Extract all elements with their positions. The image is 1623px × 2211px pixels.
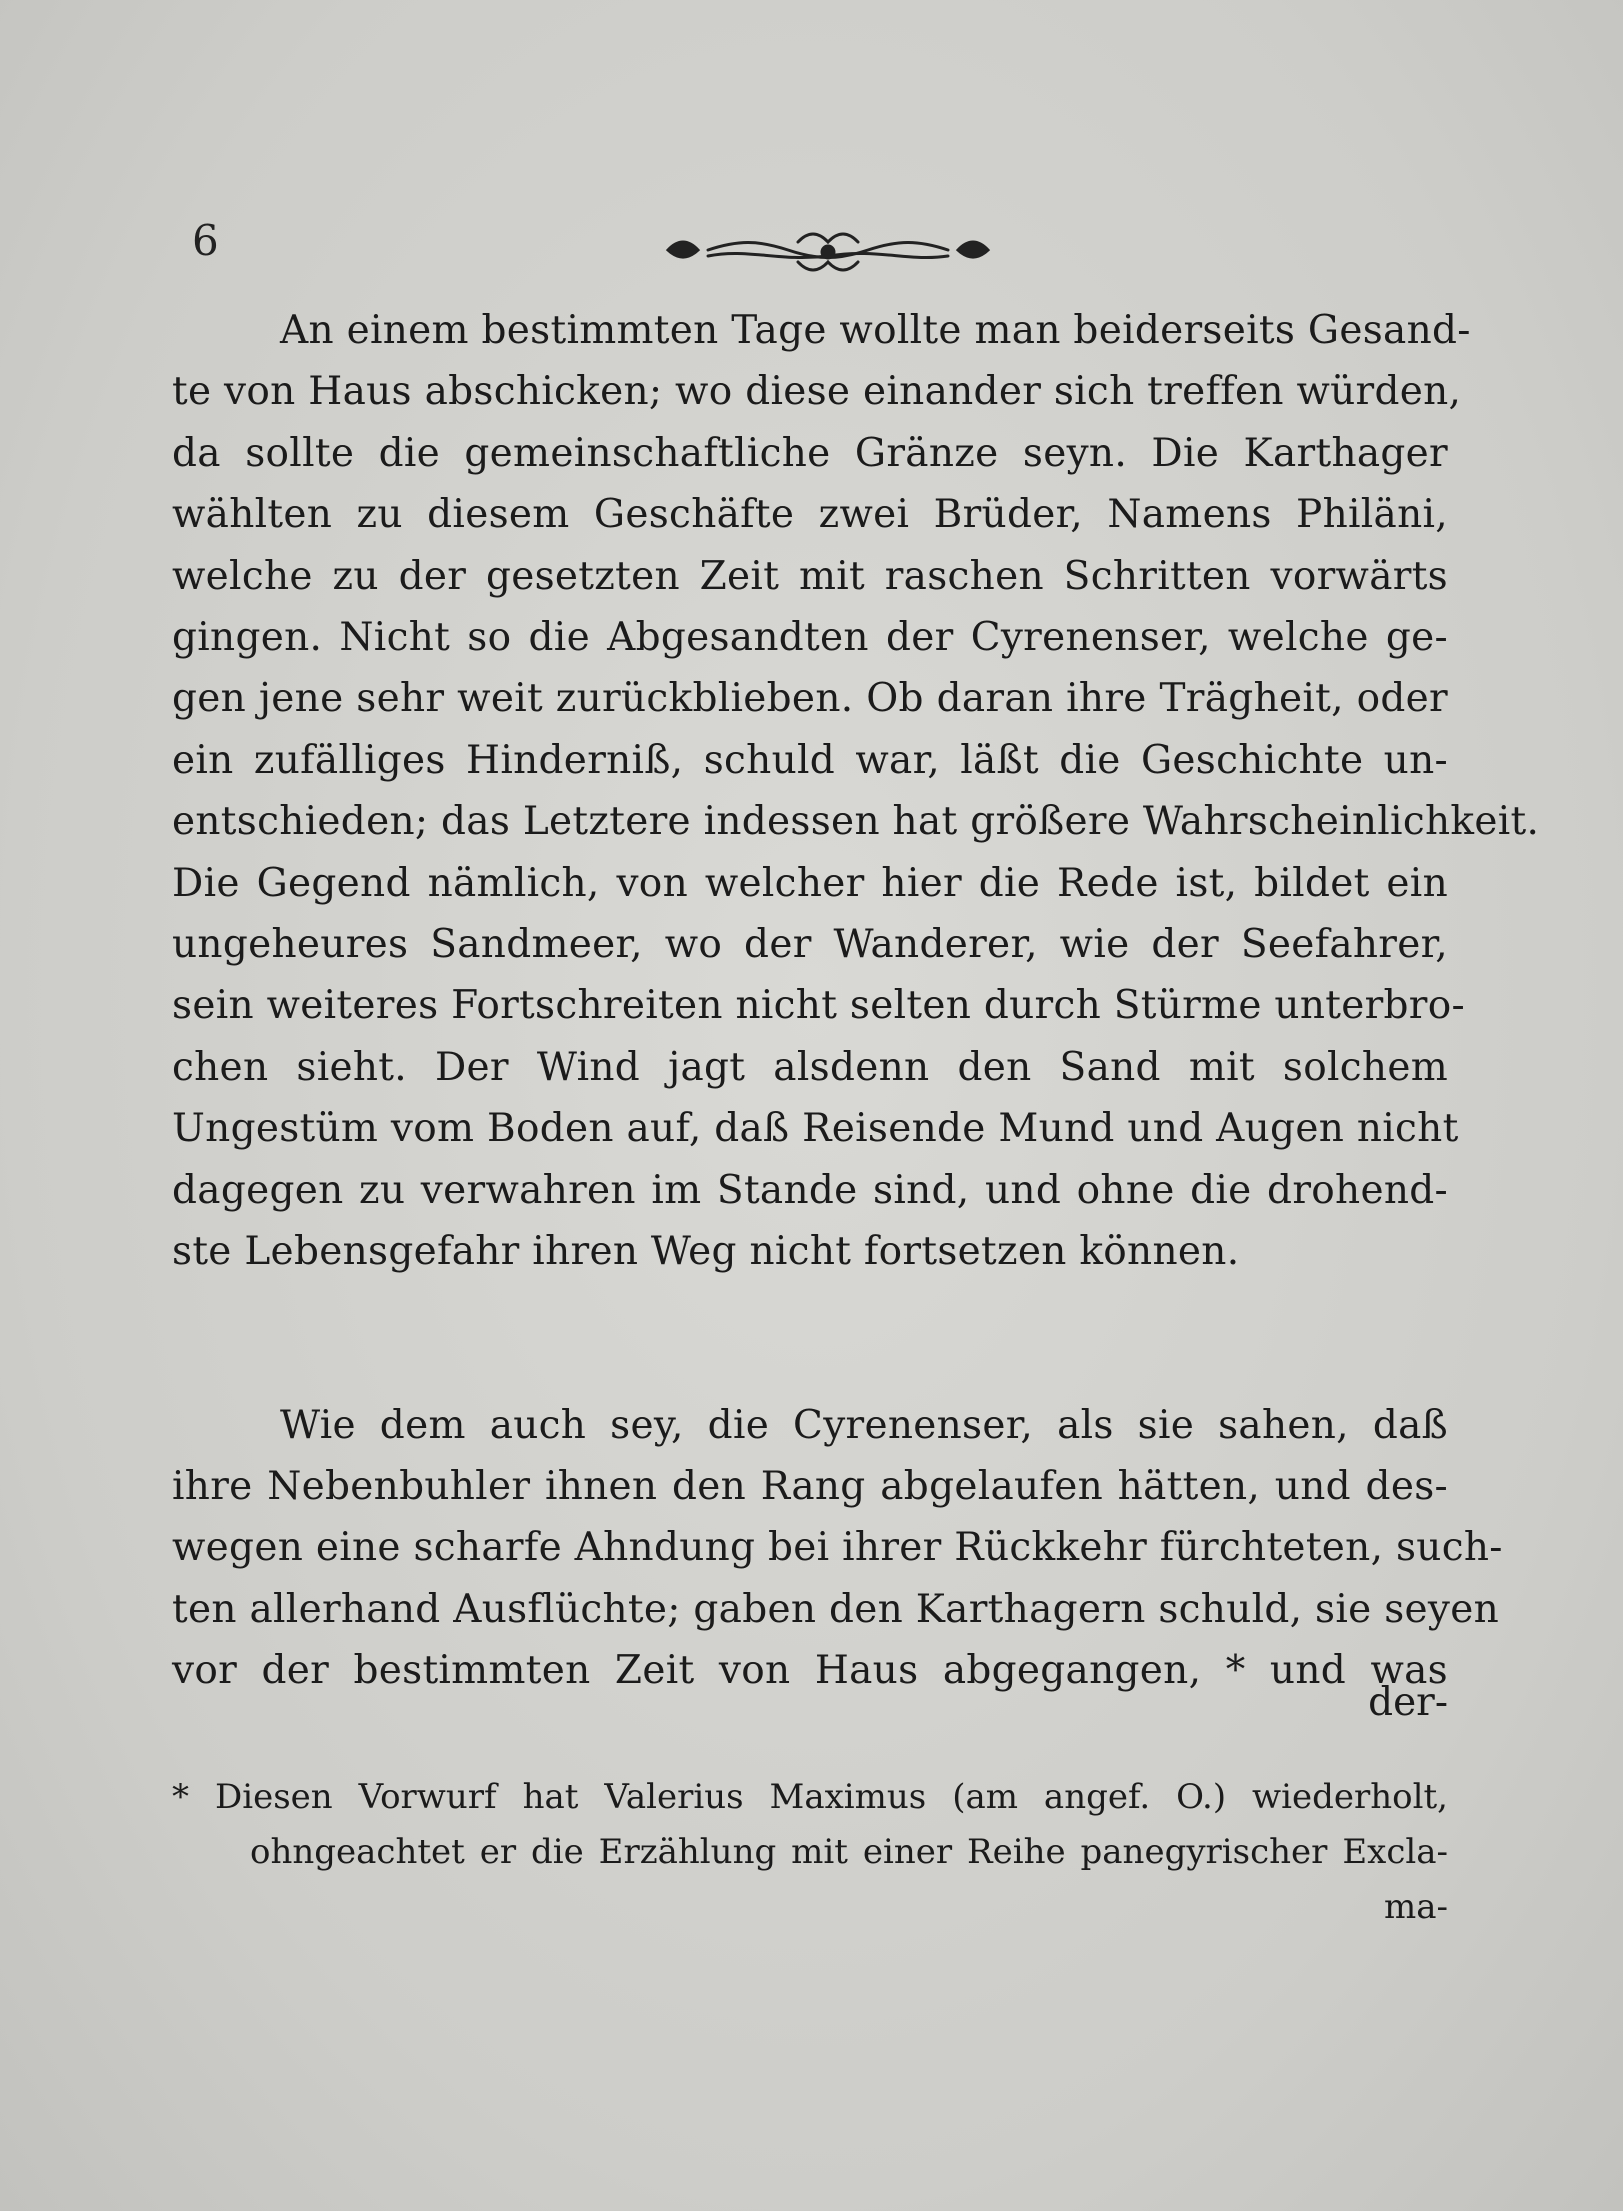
text-line: sein weiteres Fortschreiten nicht selten durch Stürme unterbro- xyxy=(172,983,1466,1029)
text-line: da sollte die gemeinschaftliche Gränze seyn. Die Karthager xyxy=(172,430,1448,476)
text-line: welche zu der gesetzten Zeit mit raschen Schritten vorwärts xyxy=(172,553,1448,599)
text-line: wegen eine scharfe Ahndung bei ihrer Rückkehr fürchteten, such- xyxy=(172,1525,1503,1571)
text-line: ungeheures Sandmeer, wo der Wanderer, wie der Seefahrer, xyxy=(172,922,1448,968)
text-line: gen jene sehr weit zurückblieben. Ob daran ihre Trägheit, oder xyxy=(172,676,1448,722)
text-line: An einem bestimmten Tage wollte man beiderseits Gesand- xyxy=(280,308,1471,353)
text-line: vor der bestimmten Zeit von Haus abgegangen, * und was xyxy=(172,1648,1448,1694)
text-line: dagegen zu verwahren im Stande sind, und ohne die drohend- xyxy=(172,1167,1448,1213)
footnote-line: ohngeachtet er die Erzählung mit einer Reihe panegyrischer Excla- xyxy=(250,1832,1448,1872)
footnote xyxy=(172,1770,1448,1935)
catchword: der- xyxy=(1368,1680,1448,1725)
text-line: chen sieht. Der Wind jagt alsdenn den Sand mit solchem xyxy=(172,1044,1448,1090)
page-header xyxy=(188,212,1448,282)
text-line: ein zufälliges Hinderniß, schuld war, läßt die Geschichte un- xyxy=(172,737,1448,783)
text-line: Ungestüm vom Boden auf, daß Reisende Mund und Augen nicht xyxy=(172,1106,1459,1152)
footnote-line: * Diesen Vorwurf hat Valerius Maximus (am angef. O.) wiederholt, xyxy=(172,1777,1448,1817)
text-line: gingen. Nicht so die Abgesandten der Cyrenenser, welche ge- xyxy=(172,615,1448,661)
text-line: te von Haus abschicken; wo diese einander sich treffen würden, xyxy=(172,369,1462,415)
text-line: ste Lebensgefahr ihren Weg nicht fortsetzen können. xyxy=(172,1229,1240,1275)
page-number: 6 xyxy=(192,216,219,265)
footnote-line: ma- xyxy=(1384,1887,1448,1927)
body-text xyxy=(172,300,1540,1702)
text-line: Wie dem auch sey, die Cyrenenser, als sie sahen, daß xyxy=(280,1402,1448,1448)
text-line: Die Gegend nämlich, von welcher hier die Rede ist, bildet ein xyxy=(172,860,1448,906)
ornament-divider-icon xyxy=(648,212,1008,282)
text-line: ihre Nebenbuhler ihnen den Rang abgelaufen hätten, und des- xyxy=(172,1463,1448,1509)
paragraph-1 xyxy=(172,300,1540,1283)
paragraph-2 xyxy=(172,1395,1503,1702)
text-line: wählten zu diesem Geschäfte zwei Brüder, Namens Philäni, xyxy=(172,492,1448,538)
text-line: ten allerhand Ausflüchte; gaben den Karthagern schuld, sie seyen xyxy=(172,1586,1500,1632)
text-line: entschieden; das Letztere indessen hat größere Wahrscheinlichkeit. xyxy=(172,799,1540,845)
